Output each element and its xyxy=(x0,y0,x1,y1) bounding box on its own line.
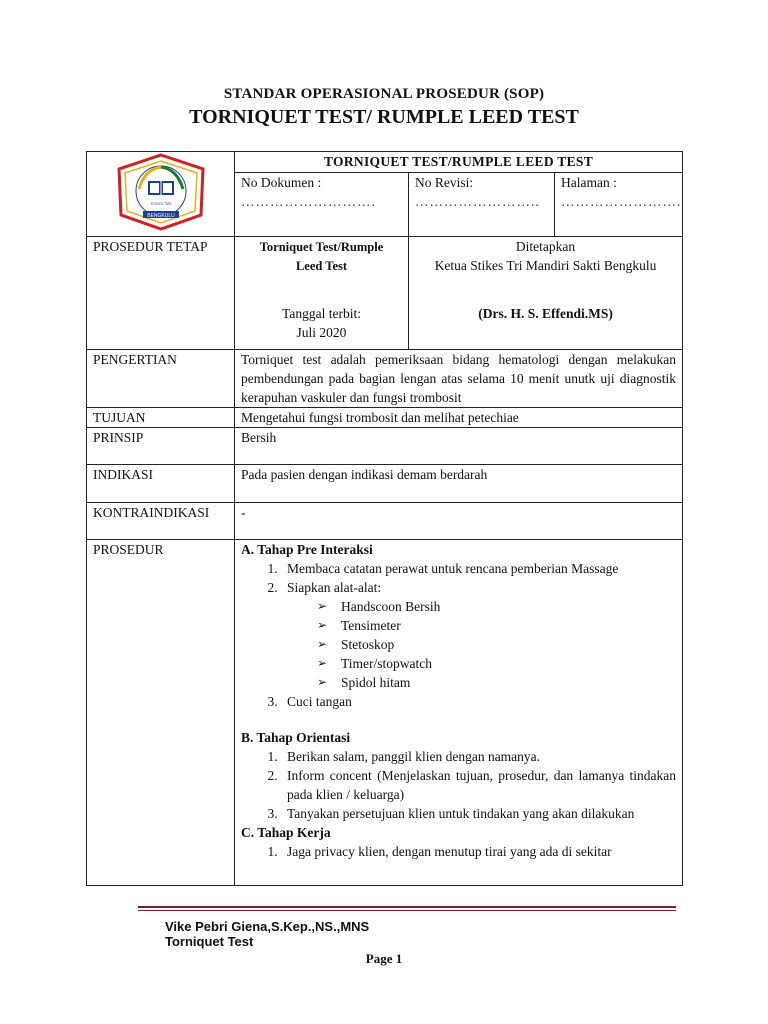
prosedur-content xyxy=(235,540,683,886)
tool-item-text: Handscoon Bersih xyxy=(341,599,441,614)
sop-header: STANDAR OPERASIONAL PROSEDUR (SOP) xyxy=(223,86,545,102)
no-dokumen-cell xyxy=(235,173,409,237)
list-item-text: Siapkan alat-alat: xyxy=(287,580,382,595)
tujuan-label: TUJUAN xyxy=(87,408,235,428)
indikasi-label: INDIKASI xyxy=(87,465,235,503)
footer-divider-thin xyxy=(138,910,676,911)
pengertian-text: Torniquet test adalah pemeriksaan bidang hematologi dengan melakukan pembendungan pada bagian lengan atas selama 10 menit unutk uji diagnostik kerapuhan vaskuler dan fungsi trombosit xyxy=(235,350,683,408)
section-c-list xyxy=(241,842,676,861)
no-revisi-label: No Revisi: xyxy=(415,175,474,190)
document-title: TORNIQUET TEST/ RUMPLE LEED TEST xyxy=(189,106,579,128)
tool-item xyxy=(317,673,676,692)
tool-item xyxy=(317,616,676,635)
tool-item-text: Tensimeter xyxy=(341,618,401,633)
prosedur-title-line1: Torniquet Test/Rumple xyxy=(259,240,384,254)
list-item: 2. Inform concent (Menjelaskan tujuan, prosedur, dan lamanya tindakan pada klien / keluarga) xyxy=(281,766,676,804)
tanggal-label: Tanggal terbit: xyxy=(282,306,361,321)
tool-item-text: Timer/stopwatch xyxy=(341,656,432,671)
pengertian-label: PENGERTIAN xyxy=(87,350,235,408)
footer-divider xyxy=(138,906,676,908)
tujuan-text: Mengetahui fungsi trombosit dan melihat petechiae xyxy=(235,408,683,428)
prosedur-tetap-title-cell xyxy=(235,237,409,350)
prosedur-label: PROSEDUR xyxy=(87,540,235,886)
halaman-cell xyxy=(555,173,683,237)
institution-logo xyxy=(115,153,207,231)
prinsip-label: PRINSIP xyxy=(87,428,235,465)
section-a-list xyxy=(241,559,676,711)
halaman-value: ……………………. xyxy=(561,194,682,209)
no-revisi-cell xyxy=(409,173,555,237)
footer-doc-name: Torniquet Test xyxy=(165,934,254,949)
list-item: 3. Cuci tangan xyxy=(281,692,676,711)
tool-item xyxy=(317,597,676,616)
signer-name: (Drs. H. S. Effendi.MS) xyxy=(478,306,613,321)
footer-author: Vike Pebri Giena,S.Kep.,NS.,MNS xyxy=(165,919,370,934)
ketua-label: Ketua Stikes Tri Mandiri Sakti Bengkulu xyxy=(434,258,657,273)
tool-item xyxy=(317,635,676,654)
list-item xyxy=(281,578,676,692)
kontraindikasi-label: KONTRAINDIKASI xyxy=(87,503,235,540)
arrow-icon: ➢ xyxy=(317,675,328,689)
list-item: 3. Tanyakan persetujuan klien untuk tindakan yang akan dilakukan xyxy=(281,804,676,823)
indikasi-text: Pada pasien dengan indikasi demam berdarah xyxy=(235,465,683,503)
section-a-title: A. Tahap Pre Interaksi xyxy=(241,542,373,557)
tool-item xyxy=(317,654,676,673)
list-item: 1. Berikan salam, panggil klien dengan namanya. xyxy=(281,747,676,766)
halaman-label: Halaman : xyxy=(561,175,617,190)
prinsip-text: Bersih xyxy=(235,428,683,465)
page-number: Page 1 xyxy=(365,951,403,966)
tool-item-text: Spidol hitam xyxy=(341,675,411,690)
list-item: 1. Membaca catatan perawat untuk rencana pemberian Massage xyxy=(281,559,676,578)
sop-table xyxy=(86,151,683,886)
prosedur-tetap-label: PROSEDUR TETAP xyxy=(87,237,235,350)
ditetapkan-cell xyxy=(409,237,683,350)
no-dokumen-value: ………………………. xyxy=(241,194,376,209)
section-c-title: C. Tahap Kerja xyxy=(241,825,331,840)
section-b-list xyxy=(241,747,676,823)
ditetapkan-label: Ditetapkan xyxy=(515,239,576,254)
no-revisi-value: …………………….. xyxy=(415,194,540,209)
tool-item-text: Stetoskop xyxy=(341,637,395,652)
logo-bottom-text: BENGKULU xyxy=(146,212,175,219)
prosedur-title-line2: Leed Test xyxy=(295,259,348,273)
doc-title-cell: TORNIQUET TEST/RUMPLE LEED TEST xyxy=(235,152,683,173)
tools-list xyxy=(287,597,676,692)
logo-cell xyxy=(87,152,235,237)
no-dokumen-label: No Dokumen : xyxy=(241,175,322,190)
arrow-icon: ➢ xyxy=(317,618,328,632)
kontraindikasi-text: - xyxy=(235,503,683,540)
arrow-icon: ➢ xyxy=(317,599,328,613)
arrow-icon: ➢ xyxy=(317,656,328,670)
tanggal-value: Juli 2020 xyxy=(296,325,347,340)
arrow-icon: ➢ xyxy=(317,637,328,651)
logo-inner-text: STIKES TMS xyxy=(150,201,171,206)
list-item: 1. Jaga privacy klien, dengan menutup tirai yang ada di sekitar xyxy=(281,842,676,861)
section-b-title: B. Tahap Orientasi xyxy=(241,730,351,745)
